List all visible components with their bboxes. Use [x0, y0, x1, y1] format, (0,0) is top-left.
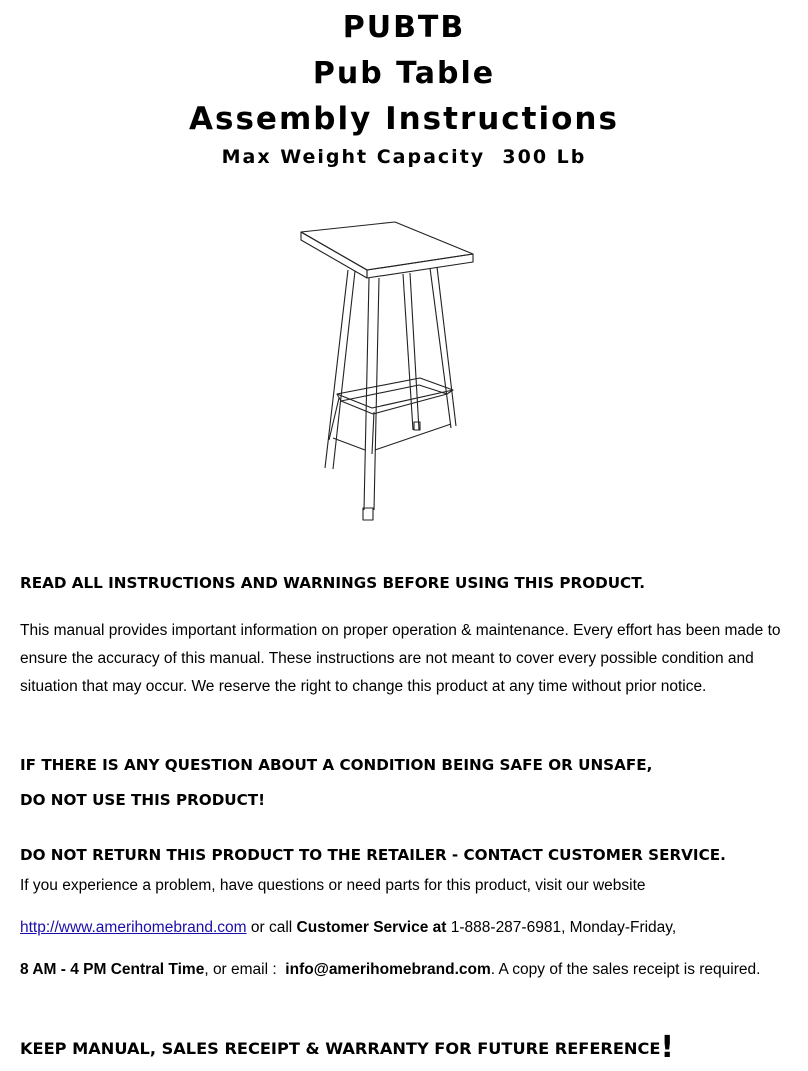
read-all-warning: READ ALL INSTRUCTIONS AND WARNINGS BEFORE USING THIS PRODUCT.: [20, 574, 646, 592]
contact-line-email: [20, 961, 800, 979]
phone-hours-text: 1-888-287-6981, Monday-Friday,: [446, 919, 677, 936]
document-title: Assembly Instructions: [189, 101, 619, 137]
hours-text: 8 AM - 4 PM Central Time: [20, 961, 205, 978]
max-weight-capacity: Max Weight Capacity 300 Lb: [221, 146, 587, 168]
or-email-text: , or email :: [204, 961, 286, 978]
safety-question-warning: IF THERE IS ANY QUESTION ABOUT A CONDITION BEING SAFE OR UNSAFE,: [20, 756, 653, 774]
product-name: Pub Table: [312, 56, 496, 91]
receipt-note: . A copy of the sales receipt is required.: [490, 961, 761, 978]
model-number: PUBTB: [342, 10, 466, 45]
pub-table-illustration: [295, 218, 495, 528]
do-not-return-warning: DO NOT RETURN THIS PRODUCT TO THE RETAILER - CONTACT CUSTOMER SERVICE.: [20, 846, 726, 864]
keep-manual-text: KEEP MANUAL, SALES RECEIPT & WARRANTY FOR FUTURE REFERENCE: [20, 1039, 661, 1058]
exclamation-mark: !: [660, 1030, 675, 1065]
customer-service-label: Customer Service at: [296, 919, 447, 936]
website-link[interactable]: http://www.amerihomebrand.com: [20, 919, 247, 936]
contact-line-website: [20, 919, 800, 937]
email-address[interactable]: info@amerihomebrand.com: [285, 961, 491, 978]
keep-manual-warning: [20, 1030, 800, 1065]
problem-text: If you experience a problem, have questions or need parts for this product, visit our website: [20, 877, 646, 894]
intro-paragraph: This manual provides important information on proper operation & maintenance. Every effort has been made to ensure the accuracy of this manual. These instructions are not meant to cover every possible condition and situation that may occur. We reserve the right to change this product at any time without prior notice.: [20, 622, 781, 695]
do-not-use-warning: DO NOT USE THIS PRODUCT!: [20, 791, 266, 809]
or-call-text: or call: [246, 919, 297, 936]
